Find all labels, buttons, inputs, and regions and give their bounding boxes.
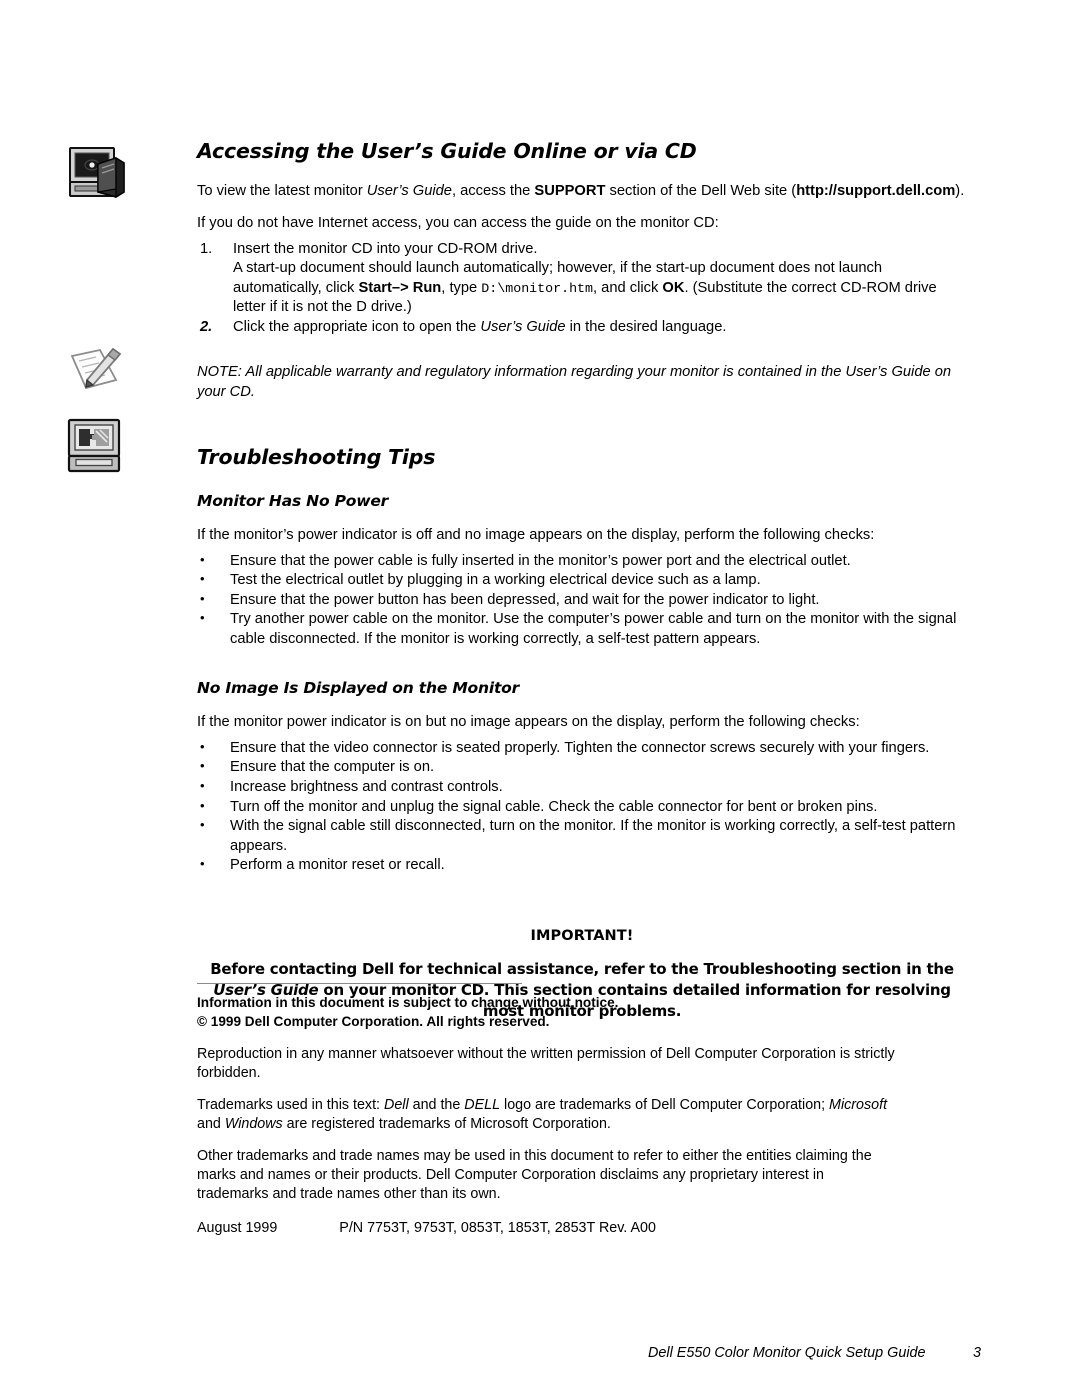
bullet-icon: • <box>200 738 205 754</box>
bullet-text: Ensure that the computer is on. <box>230 759 435 776</box>
legal-date: August 1999 <box>197 1219 278 1236</box>
no-internet-paragraph: If you do not have Internet access, you can access the guide on the monitor CD: <box>197 215 719 232</box>
legal-copyright-line: © 1999 Dell Computer Corporation. All rights reserved. <box>197 1014 550 1030</box>
step-number: 2. <box>200 318 213 335</box>
accessing-intro-paragraph <box>197 182 967 202</box>
intro-text-2: , access the <box>451 182 535 199</box>
step-2-users-guide: User’s Guide <box>480 318 566 335</box>
list-item <box>197 318 967 338</box>
no-image-displayed-heading: No Image Is Displayed on the Monitor <box>197 679 520 698</box>
legal-reproduction-paragraph: Reproduction in any manner whatsoever without the written permission of Dell Computer Corporation is strictly forbidden. <box>197 1045 895 1081</box>
step-1-bold-start-run: Start–> Run <box>358 279 442 296</box>
bullet-icon: • <box>200 551 205 567</box>
list-item <box>197 739 967 759</box>
bullet-text: Perform a monitor reset or recall. <box>230 857 445 874</box>
monitor-has-no-power-heading: Monitor Has No Power <box>197 492 389 511</box>
important-text-a: Before contacting Dell for technical assistance, refer to the Troubleshooting section in the <box>210 959 954 978</box>
list-item <box>197 798 967 818</box>
notepad-pencil-icon <box>66 344 124 403</box>
tm-windows: Windows <box>224 1115 283 1132</box>
list-item <box>197 571 967 591</box>
footer-page-number: 3 <box>973 1345 982 1361</box>
step-2-text-b: in the desired language. <box>565 318 727 335</box>
step-1-text-d: , and click <box>593 279 663 296</box>
important-users-guide: User’s Guide <box>213 981 319 999</box>
bullet-icon: • <box>200 610 205 626</box>
list-item <box>197 591 967 611</box>
list-item <box>197 817 967 856</box>
step-1-text-e: . (Substitute the correct CD-ROM drive letter if it is not the D drive.) <box>233 279 937 316</box>
bullet-text: Try another power cable on the monitor. Use the computer’s power cable and turn on the monitor with the signal cable disconnected. If the monitor is working correctly, a self-test pattern appears. <box>230 611 957 647</box>
legal-trademarks-paragraph <box>197 1096 897 1134</box>
bullet-text: Turn off the monitor and unplug the signal cable. Check the cable connector for bent or broken pins. <box>230 798 878 815</box>
intro-support: SUPPORT <box>534 182 606 199</box>
important-title: IMPORTANT! <box>530 927 634 944</box>
legal-part-numbers: P/N 7753T, 9753T, 0853T, 1853T, 2853T Rev. A00 <box>339 1219 656 1236</box>
support-url-link[interactable]: http://support.dell.com <box>796 182 956 199</box>
intro-text-4: ). <box>955 182 965 199</box>
list-item <box>197 856 967 876</box>
tm-text-b: and the <box>408 1096 465 1113</box>
computer-with-book-icon <box>66 142 130 211</box>
bullet-icon: • <box>200 590 205 606</box>
legal-section <box>197 983 897 1236</box>
legal-other-trademarks-paragraph: Other trademarks and trade names may be used in this document to refer to either the entities claiming the marks and names or their products. Dell Computer Corporation disclaims any proprietary interest in trademarks and trade names other than its own. <box>197 1147 872 1202</box>
step-number: 1. <box>200 240 213 257</box>
tm-text-e: are registered trademarks of Microsoft Corporation. <box>282 1115 611 1132</box>
tm-text-a: Trademarks used in this text: <box>197 1096 384 1113</box>
tm-dell-logo: DELL <box>464 1096 501 1113</box>
tm-dell: Dell <box>384 1096 409 1113</box>
no-image-bullet-list <box>197 739 967 876</box>
list-item <box>197 240 967 318</box>
footer-document-title: Dell E550 Color Monitor Quick Setup Guide <box>648 1345 926 1361</box>
bullet-icon: • <box>200 571 205 587</box>
bullet-text: Ensure that the video connector is seated properly. Tighten the connector screws securely with your fingers. <box>230 739 930 756</box>
monitor-puzzle-icon <box>66 418 124 479</box>
list-item <box>197 610 967 649</box>
no-power-bullet-list <box>197 552 967 650</box>
tm-microsoft: Microsoft <box>829 1096 888 1113</box>
step-1-text-c: , type <box>441 279 482 296</box>
bullet-text: With the signal cable still disconnected, turn on the monitor. If the monitor is working correctly, a self-test pattern appears. <box>230 818 956 854</box>
page-title: Accessing the User’s Guide Online or via CD <box>197 139 697 163</box>
bullet-icon: • <box>200 856 205 872</box>
bullet-icon: • <box>200 797 205 813</box>
bullet-icon: • <box>200 817 205 833</box>
tm-text-c: logo are trademarks of Dell Computer Corporation; <box>500 1096 830 1113</box>
bullet-icon: • <box>200 758 205 774</box>
step-2-text-a: Click the appropriate icon to open the <box>233 318 481 335</box>
bullet-text: Ensure that the power cable is fully inserted in the monitor’s power port and the electrical outlet. <box>230 552 851 569</box>
list-item <box>197 758 967 778</box>
bullet-text: Increase brightness and contrast controls. <box>230 778 503 795</box>
intro-text-3: section of the Dell Web site ( <box>605 182 797 199</box>
bullet-text: Test the electrical outlet by plugging in a working electrical device such as a lamp. <box>230 572 761 589</box>
troubleshooting-title: Troubleshooting Tips <box>197 445 436 470</box>
legal-revision-line <box>197 1220 897 1236</box>
step-1-line-1: Insert the monitor CD into your CD-ROM drive. <box>233 240 538 257</box>
legal-divider <box>197 983 522 984</box>
step-1-mono-path: D:\monitor.htm <box>481 280 594 296</box>
content-column <box>197 140 967 1023</box>
bullet-text: Ensure that the power button has been depressed, and wait for the power indicator to light. <box>230 591 820 608</box>
cd-steps-list <box>197 240 967 338</box>
intro-users-guide: User’s Guide <box>366 182 452 199</box>
no-image-intro: If the monitor power indicator is on but no image appears on the display, perform the following checks: <box>197 714 860 731</box>
bullet-icon: • <box>200 777 205 793</box>
note-paragraph: NOTE: All applicable warranty and regulatory information regarding your monitor is contained in the User’s Guide on your CD. <box>197 364 952 400</box>
list-item <box>197 778 967 798</box>
step-1-bold-ok: OK <box>662 279 685 296</box>
legal-notice-line-1: Information in this document is subject to change without notice. <box>197 995 619 1010</box>
intro-text-1: To view the latest monitor <box>197 182 367 199</box>
important-text-b: on your monitor CD. This section contains detailed information for resolving most monitor problems. <box>318 981 951 1021</box>
tm-text-d: and <box>197 1115 225 1132</box>
no-power-intro: If the monitor’s power indicator is off and no image appears on the display, perform the following checks: <box>197 527 875 544</box>
list-item <box>197 552 967 572</box>
step-1-text-b: A start-up document should launch automatically; however, if the start-up document does not launch automatically, click <box>233 260 883 296</box>
